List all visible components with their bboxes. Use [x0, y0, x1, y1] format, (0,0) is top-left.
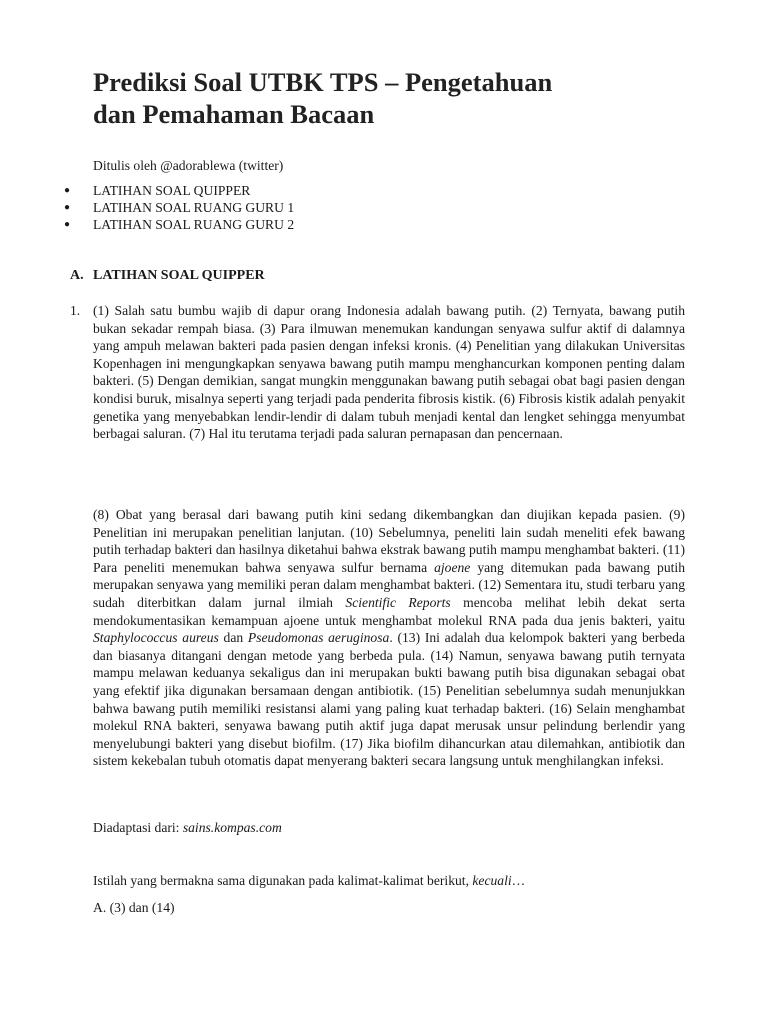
reading-paragraph-1: (1) Salah satu bumbu wajib di dapur orang Indonesia adalah bawang putih. (2) Ternyata, bawang putih bukan sekadar rempah biasa. (3) Para ilmuwan menemukan kandungan senyawa sulfur aktif di dalamnya yang ampuh melawan bakteri pada pasien dengan infeksi kronis. (4) Penelitian yang dilakukan Universitas Kopenhagen ini mengungkapkan senyawa bawang putih mampu menghancurkan komponen penting dalam bakteri. (5) Dengan demikian, sangat mungkin menggunakan bawang putih sebagai obat bagi pasien dengan kondisi buruk, misalnya seperti yang terjadi pada penderita fibrosis kistik. (6) Fibrosis kistik adalah penyakit genetika yang menyebabkan lendir-lendir di dalam tubuh menjadi kental dan lengket sehingga menyumbat berbagai saluran. (7) Hal itu terutama terjadi pada saluran pernapasan dan pencernaan. — [93, 303, 685, 442]
source-site: sains.kompas.com — [182, 820, 282, 835]
author-credit: Ditulis oleh @adorablewa (twitter) — [93, 158, 284, 173]
link-label[interactable]: LATIHAN SOAL RUANG GURU 1 — [93, 200, 295, 215]
link-label[interactable]: LATIHAN SOAL RUANG GURU 2 — [93, 217, 295, 232]
species-name: Staphylococcus aureus — [93, 630, 219, 646]
reading-paragraph-2 — [93, 506, 685, 770]
link-item-ruang-guru-1[interactable] — [58, 199, 294, 216]
section-title: LATIHAN SOAL QUIPPER — [93, 268, 265, 283]
italic-term: ajoene — [434, 559, 471, 575]
question-prompt — [93, 872, 525, 890]
question-text: Istilah yang bermakna sama digunakan pada kalimat-kalimat berikut, — [93, 873, 473, 888]
document-title — [93, 66, 693, 130]
question-emphasis: kecuali — [472, 873, 512, 888]
paragraph-text: yang ditemukan pada bawang putih merupakan senyawa yang memiliki peran dalam menghambat bakteri. (12) Sementara itu, studi terbaru yang sudah diterbitkan dalam jurnal ilmiah — [93, 559, 685, 610]
paragraph-text: . (13) Ini adalah dua kelompok bakteri yang berbeda dan biasanya ditangani dengan metode yang berbeda pula. (14) Namun, senyawa bawang putih ternyata mampu melawan keduanya sekaligus dan ini merupakan bukti bawang putih bisa digunakan sebagai obat yang efektif jika digunakan bersamaan dengan antibiotik. (15) Penelitian sebelumnya sudah menunjukkan bahwa bawang putih memiliki resistansi alami yang paling kuat terhadap bakteri. (16) Selain menghambat molekul RNA bakteri, senyawa bawang putih aktif juga dapat merusak unsur pelindung berlendir yang menyelubungi bakteri yang disebut biofilm. (17) Jika biofilm dihancurkan atau dilemahkan, antibiotik dan sistem kekebalan tubuh otomatis dapat menyerang bakteri secara langsung untuk menghilangkan infeksi. — [93, 630, 685, 769]
paragraph-text: dan — [218, 630, 248, 646]
title-line-2: dan Pemahaman Bacaan — [93, 99, 375, 129]
section-letter: A. — [70, 268, 84, 283]
journal-name: Scientific Reports — [345, 594, 451, 610]
bullet-icon: ● — [63, 219, 71, 230]
question-ellipsis: … — [511, 873, 526, 888]
link-item-ruang-guru-2[interactable] — [58, 216, 294, 233]
paragraph-text: mencoba melihat lebih dekat serta mendokumentasikan kemampuan ajoene untuk menghambat molekul RNA pada dua jenis bakteri, yaitu — [93, 594, 686, 628]
answer-option-a[interactable]: A. (3) dan (14) — [93, 900, 175, 915]
source-citation — [93, 819, 282, 837]
species-name: Pseudomonas aeruginosa — [247, 630, 390, 646]
section-heading — [70, 267, 265, 285]
question-number: 1. — [70, 303, 81, 318]
bullet-icon: ● — [63, 202, 71, 213]
link-label[interactable]: LATIHAN SOAL QUIPPER — [93, 183, 251, 198]
source-label: Diadaptasi dari: — [93, 820, 183, 835]
title-line-1: Prediksi Soal UTBK TPS – Pengetahuan — [93, 67, 553, 97]
link-list — [58, 182, 294, 233]
paragraph-text: (8) Obat yang berasal dari bawang putih kini sedang dikembangkan dan diujikan kepada pasien. (9) Penelitian ini merupakan penelitian lanjutan. (10) Sebelumnya, peneliti lain sudah meneliti efek bawang putih terhadap bakteri dan hasilnya diketahui bahwa ekstrak bawang putih mampu menghambat bakteri. (11) Para peneliti menemukan bahwa senyawa sulfur bernama — [93, 507, 685, 575]
link-item-quipper[interactable] — [58, 182, 294, 199]
bullet-icon: ● — [63, 185, 71, 196]
